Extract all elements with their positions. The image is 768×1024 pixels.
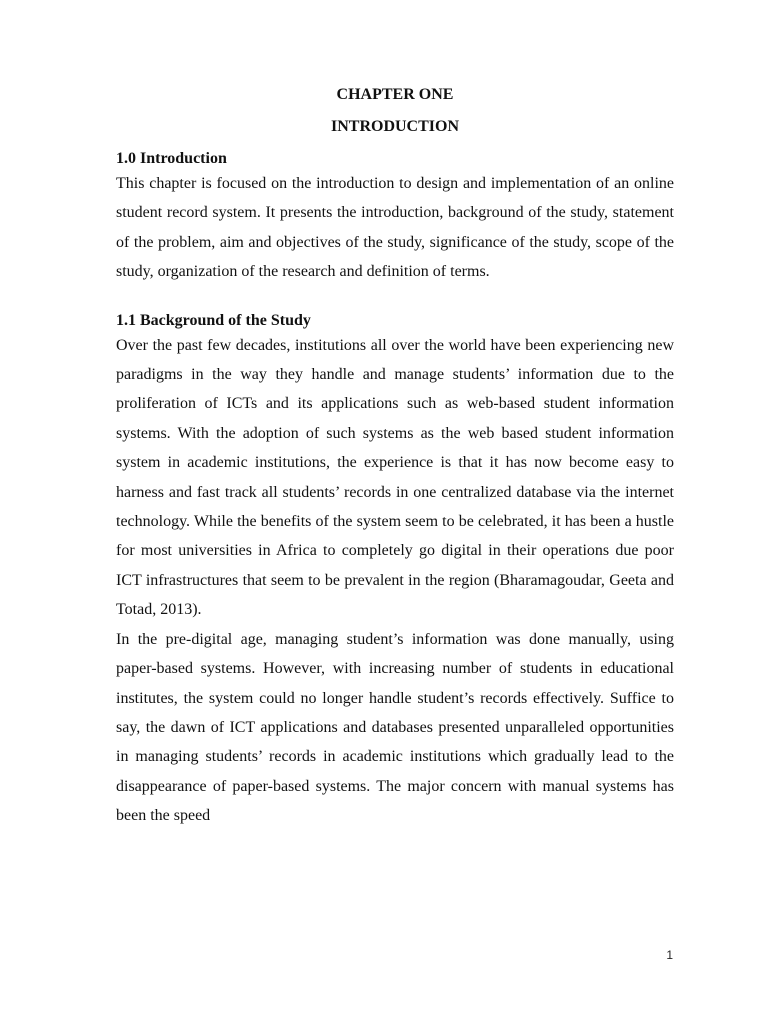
paragraph-introduction: This chapter is focused on the introduction to design and implementation of an online student record system. It presents the introduction, background of the study, statement of the problem, aim and objectives of the study, significance of the study, scope of the study, organization of the research and definition of terms. — [116, 175, 674, 281]
page-content — [116, 85, 674, 831]
page-number: 1 — [666, 948, 673, 962]
paragraph-background-1: Over the past few decades, institutions all over the world have been experiencing new paradigms in the way they handle and manage students’ information due to the proliferation of ICTs and its applications such as web-based student information systems. With the adoption of such systems as the web based student information system in academic institutions, the experience is that it has now become easy to harness and fast track all students’ records in one centralized database via the internet technology. While the benefits of the system seem to be celebrated, it has been a hustle for most universities in Africa to completely go digital in their operations due poor ICT infrastructures that seem to be prevalent in the region (Bharamagoudar, Geeta and Totad, 2013). — [116, 336, 674, 619]
chapter-title: INTRODUCTION — [330, 118, 459, 135]
section-heading-background: 1.1 Background of the Study — [116, 311, 311, 329]
chapter-label: CHAPTER ONE — [336, 86, 454, 103]
paragraph-background-2: In the pre-digital age, managing student’s information was done manually, using paper-based systems. However, with increasing number of students in educational institutes, the system could no longer handle student’s records effectively. Suffice to say, the dawn of ICT applications and databases presented unparalleled opportunities in managing students’ records in academic institutions which gradually lead to the disappearance of paper-based systems. The major concern with manual systems has been the speed — [116, 630, 674, 825]
section-heading-introduction: 1.0 Introduction — [116, 150, 227, 167]
